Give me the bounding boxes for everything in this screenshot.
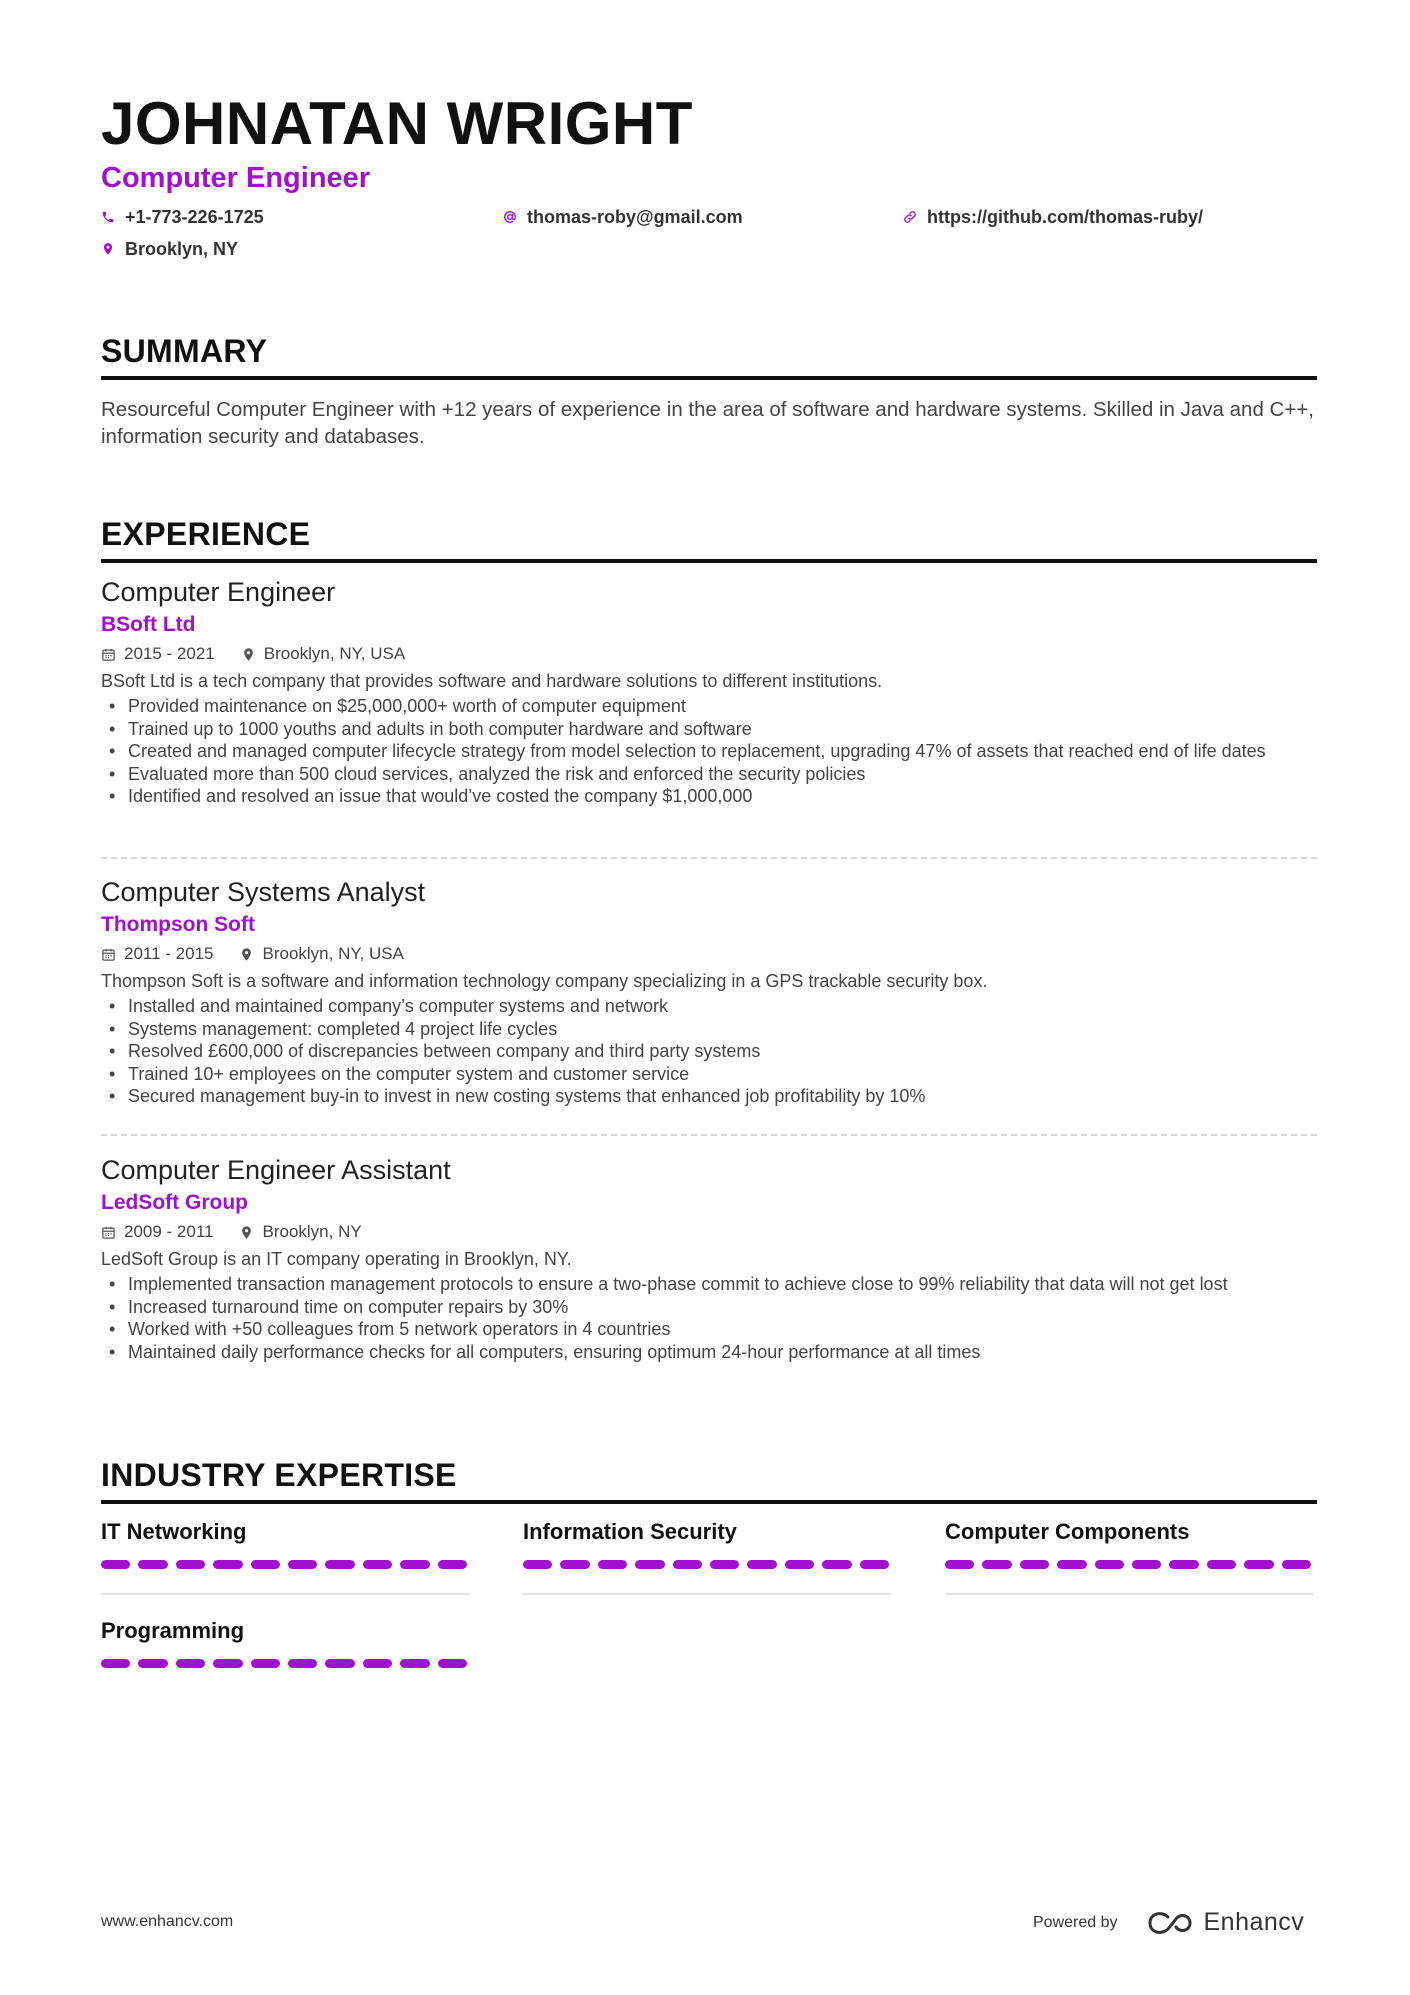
skill-level-segment bbox=[176, 1659, 205, 1668]
job-bullet: • Worked with +50 colleagues from 5 network operators in 4 countries bbox=[101, 1318, 1317, 1341]
skill-level-segment bbox=[1282, 1560, 1311, 1569]
job-bullet: • Resolved £600,000 of discrepancies between company and third party systems bbox=[101, 1040, 1317, 1063]
skill-level-segment bbox=[363, 1560, 392, 1569]
contact-phone[interactable] bbox=[101, 205, 264, 229]
skill-name: Computer Components bbox=[945, 1519, 1190, 1544]
skill-level-segment bbox=[251, 1560, 280, 1569]
job-location bbox=[239, 1220, 361, 1244]
skill-level-segment bbox=[982, 1560, 1011, 1569]
job-description: LedSoft Group is an IT company operating in Brooklyn, NY. bbox=[101, 1249, 572, 1269]
job-bullet: • Secured management buy-in to invest in new costing systems that enhanced job profitability by 10% bbox=[101, 1085, 1317, 1108]
job-bullet: • Trained 10+ employees on the computer system and customer service bbox=[101, 1063, 1317, 1086]
job-meta bbox=[101, 942, 1317, 966]
footer-url[interactable]: www.enhancv.com bbox=[101, 1913, 234, 1930]
job-location bbox=[239, 942, 403, 966]
job-location-text: Brooklyn, NY, USA bbox=[263, 644, 406, 663]
job-description: Thompson Soft is a software and information technology company specializing in a GPS trackable security box. bbox=[101, 971, 988, 991]
job-bullet: • Maintained daily performance checks for all computers, ensuring optimum 24-hour performance at all times bbox=[101, 1341, 1317, 1364]
job-company: BSoft Ltd bbox=[101, 613, 196, 636]
job-bullets bbox=[101, 995, 1317, 1108]
job-company: LedSoft Group bbox=[101, 1191, 248, 1214]
skill-level-segment bbox=[1132, 1560, 1161, 1569]
contact-location bbox=[101, 237, 238, 261]
enhancv-logo-icon bbox=[1146, 1911, 1194, 1935]
expertise-heading: INDUSTRY EXPERTISE bbox=[101, 1456, 1317, 1504]
skill-level-segment bbox=[523, 1560, 552, 1569]
job-bullet: • Increased turnaround time on computer repairs by 30% bbox=[101, 1296, 1317, 1319]
location-pin-icon bbox=[239, 1225, 254, 1240]
skill-name: IT Networking bbox=[101, 1519, 247, 1544]
link-text: https://github.com/thomas-ruby/ bbox=[927, 207, 1203, 227]
skill-divider bbox=[523, 1593, 891, 1595]
powered-by-label: Powered by bbox=[1033, 1913, 1118, 1931]
skill-level-segment bbox=[1095, 1560, 1124, 1569]
skill-level-bar bbox=[101, 1659, 467, 1668]
skill-level-segment bbox=[710, 1560, 739, 1569]
contact-link[interactable] bbox=[903, 205, 1203, 229]
job-bullet: • Created and managed computer lifecycle strategy from model selection to replacement, upgrading 47% of assets that reached end of life dates bbox=[101, 740, 1317, 763]
skill-level-segment bbox=[251, 1659, 280, 1668]
skill-level-segment bbox=[598, 1560, 627, 1569]
skill-level-bar bbox=[523, 1560, 889, 1569]
skill-item bbox=[523, 1518, 891, 1595]
skill-level-segment bbox=[400, 1560, 429, 1569]
job-dates-text: 2015 - 2021 bbox=[124, 644, 215, 663]
job-dates-text: 2009 - 2011 bbox=[124, 1222, 214, 1241]
skill-level-segment bbox=[747, 1560, 776, 1569]
job-entry bbox=[101, 575, 1317, 808]
skill-item bbox=[945, 1518, 1313, 1595]
job-location bbox=[241, 642, 405, 666]
skill-level-segment bbox=[288, 1659, 317, 1668]
powered-by bbox=[1033, 1908, 1304, 1937]
job-divider bbox=[101, 1134, 1317, 1136]
job-dates bbox=[101, 642, 215, 666]
location-pin-icon bbox=[239, 947, 254, 962]
summary-text: Resourceful Computer Engineer with +12 years of experience in the area of software and hardware systems. Skilled in Java and C++, information security and databases. bbox=[101, 398, 1314, 448]
skill-level-segment bbox=[1207, 1560, 1236, 1569]
skill-level-bar bbox=[101, 1560, 467, 1569]
skill-level-bar bbox=[945, 1560, 1311, 1569]
calendar-icon bbox=[101, 947, 116, 962]
contact-email[interactable] bbox=[503, 205, 743, 229]
job-bullet: • Systems management: completed 4 project life cycles bbox=[101, 1018, 1317, 1041]
job-role: Computer Engineer bbox=[101, 577, 336, 607]
job-dates-text: 2011 - 2015 bbox=[124, 944, 214, 963]
skill-item bbox=[101, 1617, 469, 1668]
skill-level-segment bbox=[138, 1560, 167, 1569]
job-bullet: • Provided maintenance on $25,000,000+ worth of computer equipment bbox=[101, 695, 1317, 718]
skill-level-segment bbox=[673, 1560, 702, 1569]
experience-heading: EXPERIENCE bbox=[101, 515, 1317, 563]
skill-level-segment bbox=[363, 1659, 392, 1668]
skill-level-segment bbox=[325, 1659, 354, 1668]
skill-level-segment bbox=[785, 1560, 814, 1569]
brand-name: Enhancv bbox=[1203, 1908, 1305, 1936]
job-bullet: • Implemented transaction management protocols to ensure a two-phase commit to achieve close to 99% reliability that data will not get lost bbox=[101, 1273, 1317, 1296]
job-location-text: Brooklyn, NY, USA bbox=[262, 944, 404, 963]
brand-logo[interactable] bbox=[1146, 1908, 1305, 1937]
job-dates bbox=[101, 942, 213, 966]
skill-level-segment bbox=[1244, 1560, 1273, 1569]
skill-level-segment bbox=[213, 1659, 242, 1668]
skill-name: Information Security bbox=[523, 1519, 737, 1544]
job-entry bbox=[101, 1153, 1317, 1363]
skill-level-segment bbox=[860, 1560, 889, 1569]
candidate-name: JOHNATAN WRIGHT bbox=[101, 90, 693, 157]
job-bullet: • Identified and resolved an issue that would’ve costed the company $1,000,000 bbox=[101, 785, 1317, 808]
skill-level-segment bbox=[945, 1560, 974, 1569]
summary-heading: SUMMARY bbox=[101, 332, 1317, 380]
skill-level-segment bbox=[1057, 1560, 1086, 1569]
job-dates bbox=[101, 1220, 213, 1244]
calendar-icon bbox=[101, 1225, 116, 1240]
skill-name: Programming bbox=[101, 1618, 245, 1643]
job-description: BSoft Ltd is a tech company that provides software and hardware solutions to different institutions. bbox=[101, 671, 883, 691]
skill-level-segment bbox=[101, 1659, 130, 1668]
skill-level-segment bbox=[138, 1659, 167, 1668]
skill-level-segment bbox=[213, 1560, 242, 1569]
skill-level-segment bbox=[560, 1560, 589, 1569]
skill-divider bbox=[945, 1593, 1313, 1595]
skill-level-segment bbox=[1020, 1560, 1049, 1569]
skill-level-segment bbox=[400, 1659, 429, 1668]
skill-level-segment bbox=[438, 1659, 467, 1668]
candidate-title: Computer Engineer bbox=[101, 162, 371, 194]
at-icon bbox=[503, 210, 517, 224]
job-bullets bbox=[101, 695, 1317, 808]
job-entry bbox=[101, 875, 1317, 1108]
location-text: Brooklyn, NY bbox=[125, 239, 239, 259]
job-role: Computer Engineer Assistant bbox=[101, 1155, 451, 1185]
calendar-icon bbox=[101, 647, 116, 662]
skill-level-segment bbox=[288, 1560, 317, 1569]
skill-level-segment bbox=[1169, 1560, 1198, 1569]
location-pin-icon bbox=[241, 647, 256, 662]
skill-level-segment bbox=[438, 1560, 467, 1569]
job-bullets bbox=[101, 1273, 1317, 1363]
link-icon bbox=[903, 210, 917, 224]
skill-level-segment bbox=[635, 1560, 664, 1569]
skill-level-segment bbox=[822, 1560, 851, 1569]
skill-level-segment bbox=[176, 1560, 205, 1569]
phone-text: +1-773-226-1725 bbox=[125, 207, 264, 227]
skill-item bbox=[101, 1518, 469, 1595]
job-meta bbox=[101, 1220, 1317, 1244]
job-bullet: • Trained up to 1000 youths and adults in both computer hardware and software bbox=[101, 718, 1317, 741]
job-bullet: • Evaluated more than 500 cloud services, analyzed the risk and enforced the security policies bbox=[101, 763, 1317, 786]
skill-level-segment bbox=[101, 1560, 130, 1569]
location-pin-icon bbox=[101, 242, 115, 256]
job-company: Thompson Soft bbox=[101, 913, 255, 936]
skill-divider bbox=[101, 1593, 469, 1595]
skill-level-segment bbox=[325, 1560, 354, 1569]
job-meta bbox=[101, 642, 1317, 666]
email-text: thomas-roby@gmail.com bbox=[527, 207, 743, 227]
job-location-text: Brooklyn, NY bbox=[262, 1222, 362, 1241]
phone-icon bbox=[101, 210, 115, 224]
job-bullet: • Installed and maintained company’s computer systems and network bbox=[101, 995, 1317, 1018]
job-divider bbox=[101, 857, 1317, 859]
job-role: Computer Systems Analyst bbox=[101, 877, 426, 907]
